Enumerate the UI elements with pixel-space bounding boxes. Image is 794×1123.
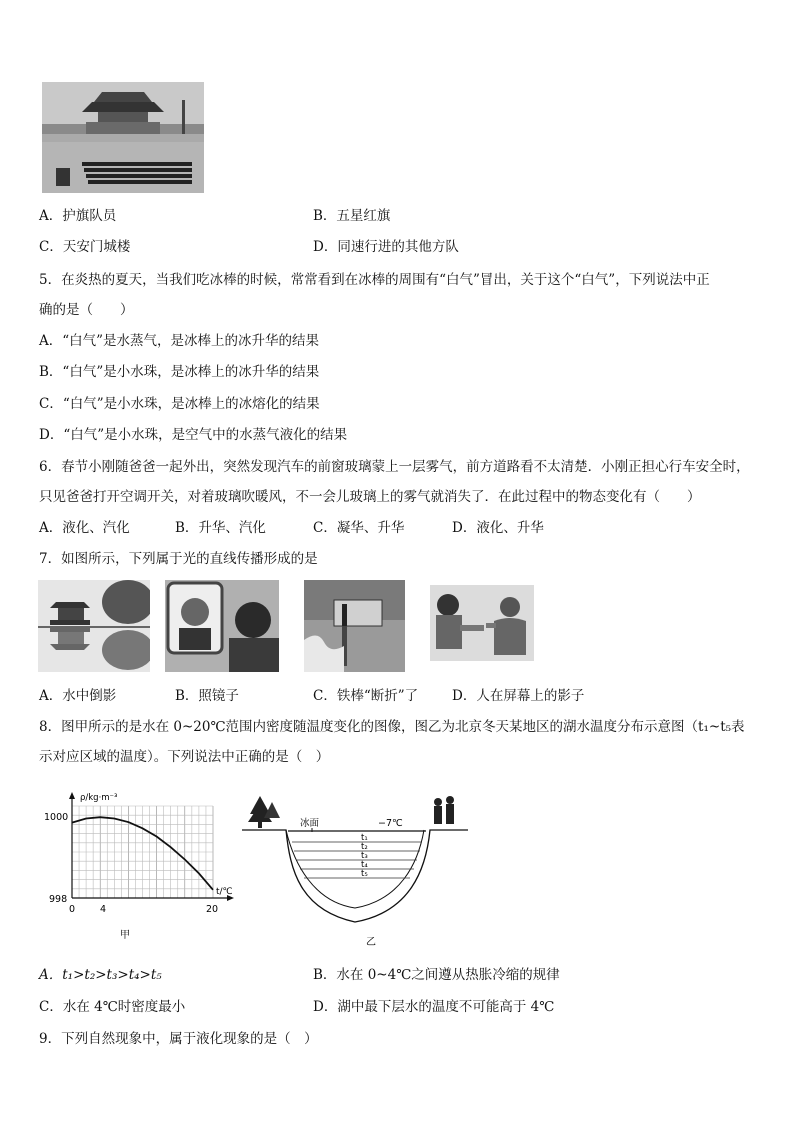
q7-option-b: B．照镜子: [175, 688, 239, 704]
q8-option-c: C．水在 4℃时密度最小: [39, 999, 186, 1015]
figure-yi-caption: 乙: [366, 937, 376, 948]
q8-stem-line1: 8．图甲所示的是水在 0~20℃范围内密度随温度变化的图像，图乙为北京冬天某地区的湖水温度分布示意图（t₁~t₅表: [39, 719, 745, 735]
q6-stem-line1: 6．春节小刚随爸爸一起外出，突然发现汽车的前窗玻璃蒙上一层雾气，前方道路看不太清楚．小刚正担心行车安全时，: [39, 459, 750, 475]
people-right-icon: [434, 796, 454, 824]
y-tick-1000: 1000: [44, 812, 69, 823]
y-axis-arrow: [69, 792, 75, 799]
boy-mirror-image: [165, 580, 279, 672]
x-tick-20: 20: [206, 904, 219, 915]
q7-option-a: A．水中倒影: [39, 688, 117, 704]
y-axis-label: ρ/kg·m⁻³: [80, 793, 118, 803]
tree-left-icon: [248, 796, 280, 828]
layer-t3: t₃: [361, 851, 368, 861]
pavilion-reflection-image: [38, 580, 150, 672]
q5-stem-line1: 5．在炎热的夏天，当我们吃冰棒的时候，常常看到在冰棒的周围有“白气”冒出，关于这个“白气”，下列说法中正: [39, 272, 710, 288]
q5-option-b: B．“白气”是小水珠，是冰棒上的冰升华的结果: [39, 364, 320, 380]
q4-option-d: D．同速行进的其他方队: [313, 239, 459, 255]
q8-stem-line2: 示对应区域的温度）。下列说法中正确的是（ ）: [39, 749, 330, 765]
shadow-on-screen-image: [430, 585, 534, 661]
density-chart-jia: [38, 788, 238, 946]
layer-t4: t₄: [361, 860, 368, 870]
q6-option-d: D．液化、升华: [452, 520, 544, 536]
figure-jia-caption: 甲: [120, 930, 130, 941]
q8-option-a: A．t₁>t₂>t₃>t₄>t₅: [39, 967, 162, 983]
q6-option-b: B．升华、汽化: [175, 520, 266, 536]
x-tick-4: 4: [100, 904, 107, 915]
ice-label: 冰面: [300, 818, 320, 829]
air-temp-label: −7℃: [378, 818, 403, 829]
q7-stem: 7．如图所示，下列属于光的直线传播形成的是: [39, 551, 318, 567]
layer-t1: t₁: [361, 833, 368, 843]
q6-stem-line2: 只见爸爸打开空调开关，对着玻璃吹暖风，不一会儿玻璃上的雾气就消失了．在此过程中的物态变化有（ ）: [39, 489, 701, 505]
q8-option-b: B．水在 0~4℃之间遵从热胀冷缩的规律: [313, 967, 560, 983]
q9-stem: 9．下列自然现象中，属于液化现象的是（ ）: [39, 1031, 318, 1047]
layer-t5: t₅: [361, 869, 368, 879]
q5-option-c: C．“白气”是小水珠，是冰棒上的冰熔化的结果: [39, 396, 320, 412]
q6-option-c: C．凝华、升华: [313, 520, 405, 536]
q5-option-d: D．“白气”是小水珠，是空气中的水蒸气液化的结果: [39, 427, 348, 443]
x-tick-0: 0: [69, 904, 76, 915]
q8-option-d: D．湖中最下层水的温度不可能高于 4℃: [313, 999, 555, 1015]
q4-option-a: A．护旗队员: [39, 208, 117, 224]
y-tick-998: 998: [49, 894, 68, 905]
q5-stem-line2: 确的是（ ）: [39, 302, 134, 318]
q7-option-c: C．铁棒“断折”了: [313, 688, 419, 704]
q4-option-c: C．天安门城楼: [39, 239, 131, 255]
q5-option-a: A．“白气”是水蒸气，是冰棒上的冰升华的结果: [39, 333, 320, 349]
q4-option-b: B．五星红旗: [313, 208, 391, 224]
x-axis-label: t/℃: [216, 887, 233, 897]
q6-option-a: A．液化、汽化: [39, 520, 130, 536]
bent-rod-water-image: [304, 580, 405, 672]
tiananmen-parade-photo: [42, 82, 204, 193]
q7-option-d: D．人在屏幕上的影子: [452, 688, 585, 704]
layer-t2: t₂: [361, 842, 368, 852]
chart-grid: [72, 806, 213, 898]
lake-diagram-yi: [240, 790, 470, 950]
